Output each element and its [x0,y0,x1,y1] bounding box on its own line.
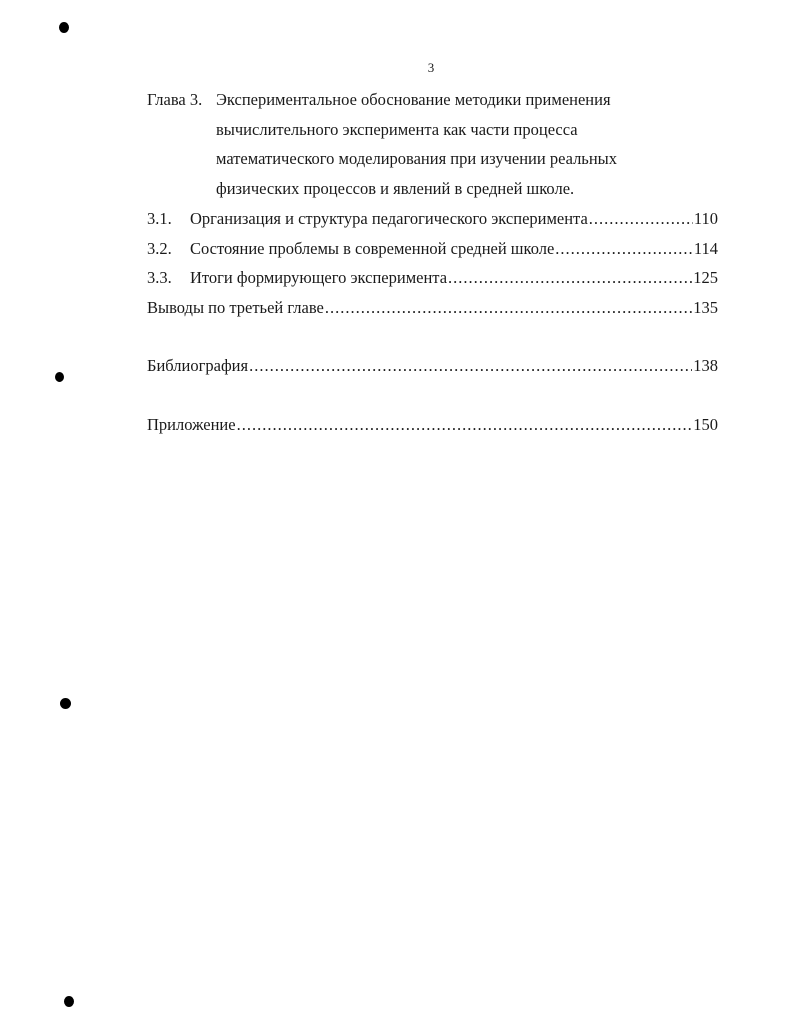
toc-leader-dots [589,208,693,230]
toc-entry-number: 3.3. [147,268,172,287]
toc-entry-title: Состояние проблемы в современной средней школе [190,239,555,258]
punch-hole-mark [64,996,74,1007]
toc-entry-title: Приложение [147,415,236,434]
toc-entry-title: Организация и структура педагогического эксперимента [190,209,588,228]
toc-entry-bibliography [147,355,718,377]
toc-entry-number: 3.2. [147,239,172,258]
toc-entry-page: 138 [693,356,718,375]
toc-entry [147,267,718,289]
toc-entry-title: Библиография [147,356,249,375]
punch-hole-mark [55,372,64,382]
toc-leader-dots [555,238,693,260]
toc-entry-title: Выводы по третьей главе [147,298,324,317]
chapter-title-line: вычислительного эксперимента как части процесса [216,120,578,139]
toc-entry-conclusions [147,297,718,319]
punch-hole-mark [60,698,71,709]
toc-leader-dots [249,355,692,377]
toc-leader-dots [237,414,693,436]
page-number: 3 [427,60,435,75]
toc-leader-dots [448,267,692,289]
chapter-label: Глава 3. [147,90,203,109]
chapter-title-line: математического моделирования при изучении реальных [216,149,618,168]
toc-entry-appendix [147,414,718,436]
toc-entry-page: 150 [693,415,718,434]
toc-leader-dots [325,297,692,319]
toc-entry-page: 135 [693,298,718,317]
toc-entry-title: Итоги формирующего эксперимента [190,268,448,287]
toc-entry [147,238,718,260]
chapter-title-line: Экспериментальное обоснование методики применения [216,90,611,109]
toc-entry-page: 125 [693,268,718,287]
toc-entry-page: 110 [693,209,718,228]
punch-hole-mark [59,22,69,33]
chapter-title-line: физических процессов и явлений в средней школе. [216,179,575,198]
toc-entry-number: 3.1. [147,209,172,228]
toc-entry [147,208,718,230]
toc-entry-page: 114 [693,239,718,258]
